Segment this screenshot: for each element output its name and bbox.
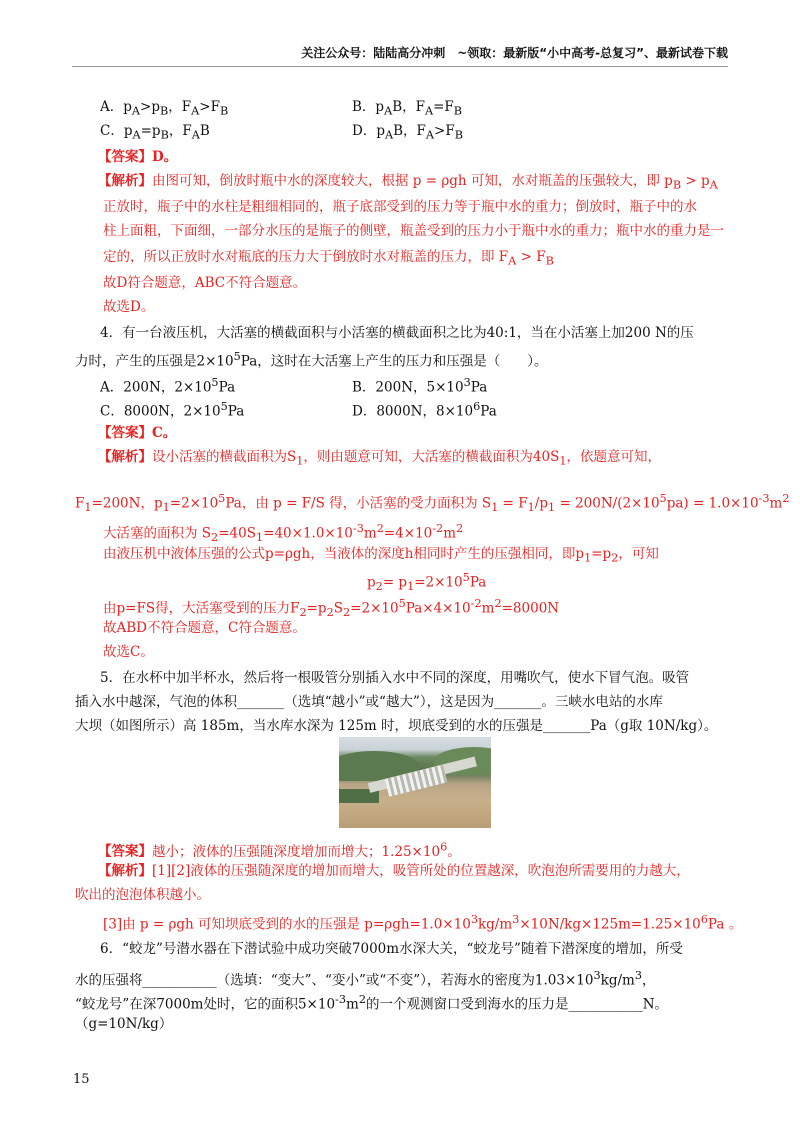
q3-option-d: D．$p_AB$，$F_A>F_B$ [352, 123, 463, 142]
q4-analysis-line-4: 由液压机中液体压强的公式p=ρgh，当液体的深度h相同时产生的压强相同，即$p_1=p_2$，可知 [103, 546, 659, 565]
q4-analysis-line-1 [98, 448, 661, 471]
q4-option-b: B．200N，$5\times 10^3Pa$ [352, 376, 488, 396]
q4-stem-line-2: 力时，产生的压强是$2\times 10^5Pa$，这时在大活塞上产生的压力和压强是（ ）。 [75, 350, 548, 370]
q3-analysis-line-4: 定的，所以正放时水对瓶底的压力大于倒放时水对瓶盖的压力，即 $F_A > F_B$ [103, 249, 554, 268]
q5-analysis-text: [1][2]液体的压强随深度的增加而增大，吸管所处的位置越深，吹泡泡所需要用的力越大， [152, 863, 690, 879]
q3-analysis-line-1 [98, 172, 718, 195]
page-header: 关注公众号：陆陆高分冲刺 ~领取：最新版“小中高考-总复习”、最新试卷下载 [301, 46, 728, 60]
q3-analysis-line-2: 正放时，瓶子中的水柱是粗细相同的，瓶子底部受到的压力等于瓶中水的重力；倒放时，瓶子中的水 [103, 199, 697, 215]
q3-analysis-line-3: 柱上面粗，下面细，一部分水压的是瓶子的侧壁，瓶盖受到的压力小于瓶中水的重力；瓶中水的重力是一 [103, 223, 724, 239]
q3-analysis-text: 由图可知，倒放时瓶中水的深度较大，根据 p = ρgh 可知，水对瓶盖的压强较大，即 $p_B > p_A$ [152, 173, 718, 192]
q6-stem-line-1: 6．“蛟龙”号潜水器在下潜试验中成功突破7000m水深大关，“蛟龙号”随着下潜深度的增加，所受 [100, 941, 683, 957]
q4-analysis-line-7: 故ABD不符合题意，C符合题意。 [103, 620, 306, 636]
q5-stem-line-1: 5．在水杯中加半杯水，然后将一根吸管分别插入水中不同的深度，用嘴吹气，使水下冒气泡。吸管 [100, 670, 690, 686]
header-rule [72, 66, 728, 67]
q5-answer [98, 838, 461, 861]
q3-option-b: B．$p_AB$，$F_A=F_B$ [352, 99, 463, 118]
q4-analysis-line-2: $F_1=200N$，$p_1=2\times 10^5Pa$，由 p = F/S 得，小活塞的受力面积为 $S_1 = F_1/p_1 = 200N/(2\times 10^5pa) = 1.0\times 10^{-3}m^2$ [75, 492, 790, 515]
q6-stem-line-3: “蛟龙号”在深7000m处时，它的面积$5\times 10^{-3}m^2$的一个观测窗口受到海水的压力是___________N。 [75, 993, 669, 1013]
q3-option-c: C．$p_A=p_B$，$F_AB$ [100, 123, 210, 142]
q5-analysis-line-3: [3]由 p = ρgh 可知坝底受到的水的压强是 $p=\rho gh=1.0\times 10^3kg/m^3\times 10N/kg\times 125m=1.25\times 10^6Pa$ 。 [103, 913, 743, 933]
q4-option-d: D．8000N，$8\times 10^6Pa$ [352, 400, 497, 420]
q4-analysis-line-5: $p_2= p_1=2\times 10^5Pa$ [367, 571, 487, 594]
q4-analysis-text: 设小活塞的横截面积为$S_1$，则由题意可知，大活塞的横截面积为$40S_1$，依题意可知， [152, 449, 662, 468]
q4-option-c: C．8000N，$2\times 10^5Pa$ [100, 400, 245, 420]
q6-stem-line-4: （g=10N/kg） [75, 1016, 173, 1032]
q3-option-a: A．$p_A>p_B$，$F_A>F_B$ [100, 99, 229, 118]
q3-analysis-line-6: 故选D。 [103, 299, 155, 315]
q5-stem-line-3: 大坝（如图所示）高 185m，当水库水深为 125m 时，坝底受到的水的压强是_______Pa（g取 10N/kg）。 [75, 718, 718, 734]
q4-stem-line-1: 4．有一台液压机，大活塞的横截面积与小活塞的横截面积之比为40:1，当在小活塞上加200 N的压 [100, 325, 694, 341]
q4-analysis-line-8: 故选C。 [103, 644, 154, 660]
q5-answer-text: 越小；液体的压强随深度增加而增大；$1.25\times 10^6$。 [152, 840, 461, 860]
page-number: 15 [73, 1072, 90, 1087]
q4-analysis-label: 【解析】 [98, 449, 152, 465]
q3-answer: 【答案】D。 [98, 149, 178, 165]
three-gorges-dam-photo [339, 737, 491, 828]
q3-analysis-line-5: 故D符合题意，ABC不符合题意。 [103, 275, 307, 291]
q4-analysis-line-6: 由p=FS得，大活塞受到的压力$F_2=p_2S_2=2\times 10^5Pa\times 4\times 10^{-2}m^2=8000N$ [103, 597, 560, 620]
q5-answer-label: 【答案】 [98, 843, 152, 860]
q5-analysis-line-1 [98, 862, 690, 880]
q6-stem-line-2: 水的压强将___________（选填：“变大”、“变小”或“不变”），若海水的密度为$1.03\times 10^3kg/m^3$， [75, 969, 656, 989]
q4-analysis-line-3: 大活塞的面积为 $S_2=40S_1=40\times 1.0\times 10^{-3}m^2=4\times 10^{-2}m^2$ [103, 522, 464, 545]
q5-analysis-line-2: 吹出的泡泡体积越小。 [75, 887, 210, 903]
q4-option-a: A．200N，$2\times 10^5Pa$ [100, 376, 236, 396]
q4-answer: 【答案】C。 [98, 425, 177, 441]
q5-stem-line-2: 插入水中越深，气泡的体积_______（选填“越小”或“越大”），这是因为_______。三峡水电站的水库 [75, 694, 663, 710]
q5-analysis-label: 【解析】 [98, 863, 152, 879]
q3-analysis-label: 【解析】 [98, 173, 152, 189]
